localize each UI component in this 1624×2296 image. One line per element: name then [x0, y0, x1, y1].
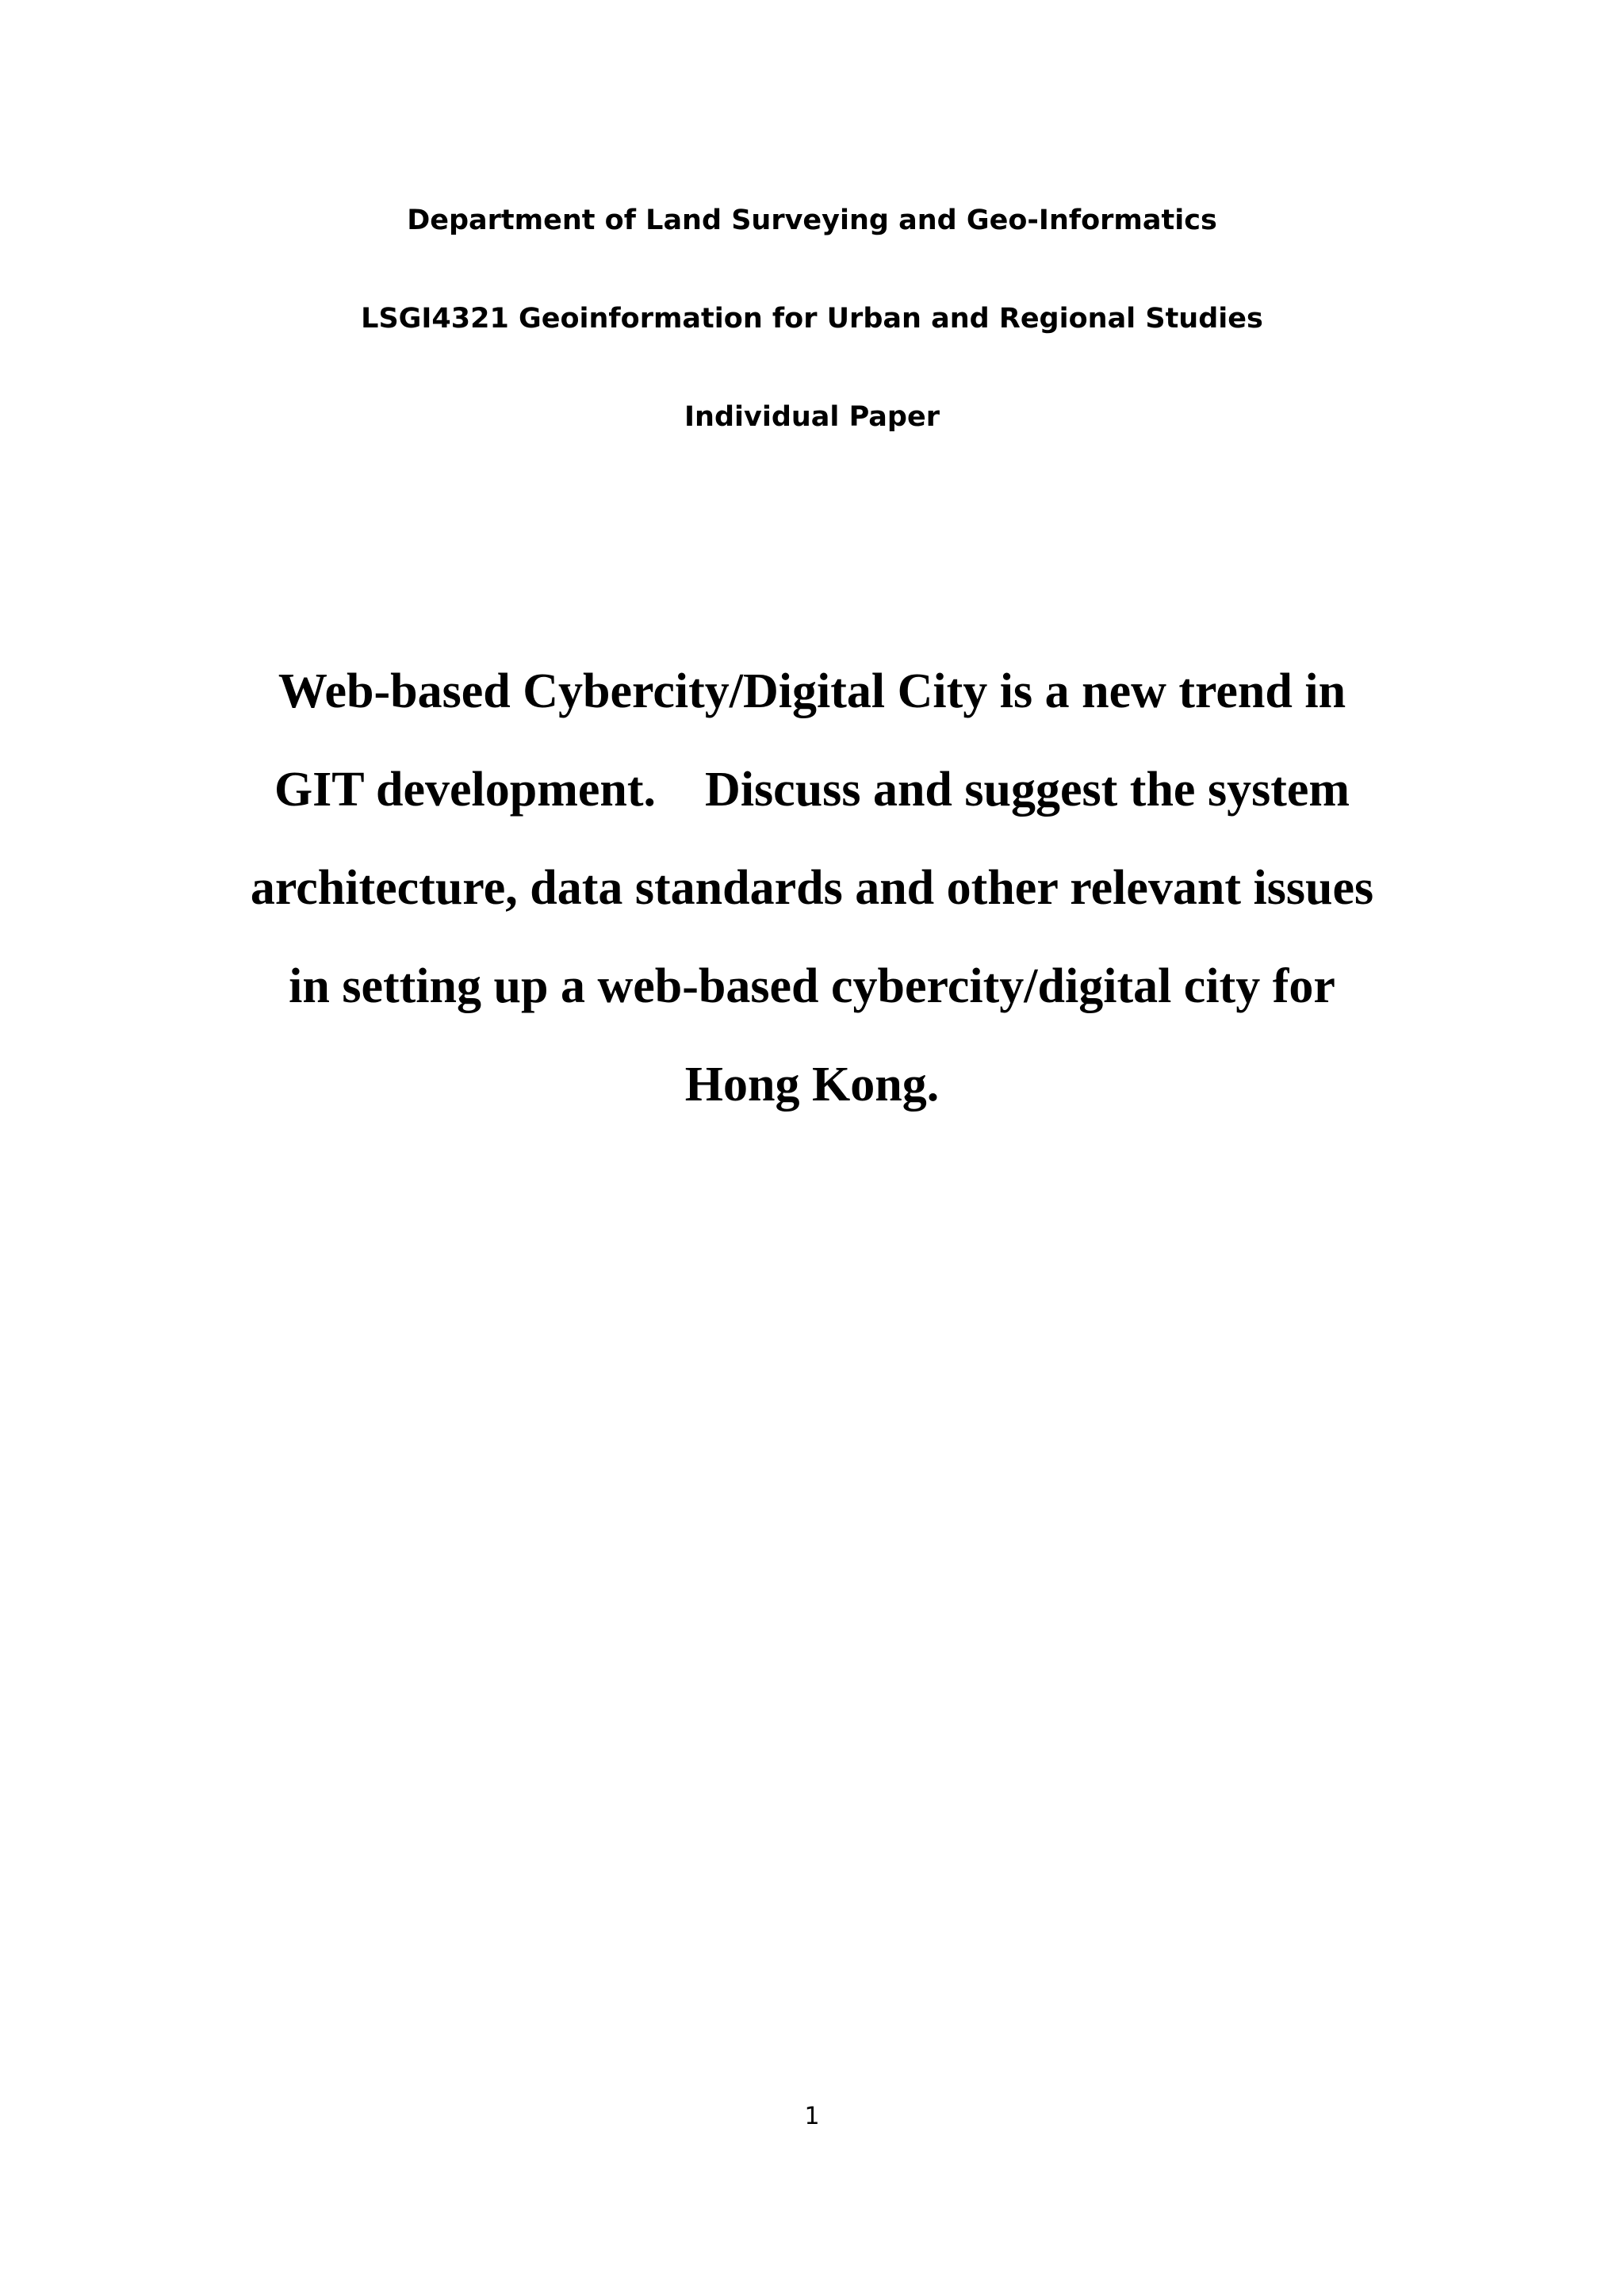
department-heading: Department of Land Surveying and Geo-Informatics	[407, 205, 1217, 236]
page-number: 1	[804, 2103, 820, 2130]
title-line-5: Hong Kong.	[684, 1058, 940, 1112]
course-heading: LSGI4321 Geoinformation for Urban and Regional Studies	[361, 303, 1263, 335]
title-line-3: architecture, data standards and other relevant issues	[250, 861, 1374, 915]
title-line-2: GIT development. Discuss and suggest the system	[274, 763, 1350, 817]
paper-type-heading: Individual Paper	[684, 401, 940, 433]
title-line-4: in setting up a web-based cybercity/digital city for	[289, 959, 1335, 1013]
title-line-1: Web-based Cybercity/Digital City is a new trend in	[278, 664, 1346, 718]
paper-title	[178, 642, 1446, 1134]
